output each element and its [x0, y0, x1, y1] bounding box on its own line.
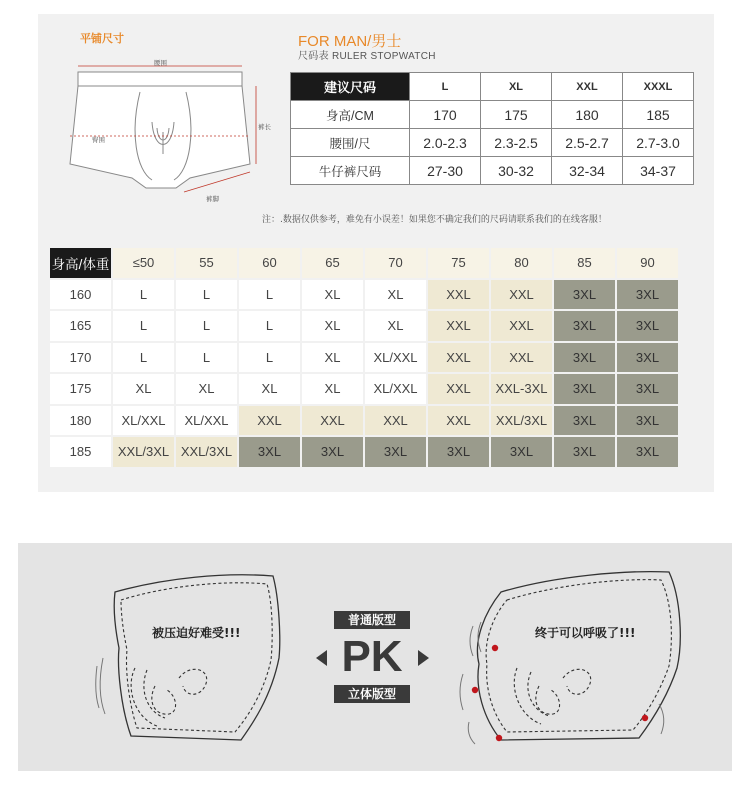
- size-cell: XXL: [239, 406, 300, 436]
- size-col-xl: XL: [481, 73, 552, 101]
- length-label: 裤长: [258, 123, 271, 131]
- size-cell: 3XL: [554, 280, 615, 310]
- weight-header: 85: [554, 248, 615, 278]
- size-table: [290, 72, 694, 185]
- pk-text: PK: [341, 632, 403, 681]
- table-cell: 2.3-2.5: [481, 129, 552, 157]
- size-cell: XL: [302, 374, 363, 404]
- table-row: [291, 157, 694, 185]
- size-cell: XXL-3XL: [491, 374, 552, 404]
- 3d-fit-label: 立体版型: [334, 685, 410, 703]
- table-row: [50, 406, 678, 436]
- size-cell: L: [176, 311, 237, 341]
- size-cell: 3XL: [617, 406, 678, 436]
- size-cell: 3XL: [554, 311, 615, 341]
- size-cell: L: [176, 280, 237, 310]
- table-row: [291, 129, 694, 157]
- size-cell: 3XL: [617, 437, 678, 467]
- table-cell: 2.7-3.0: [623, 129, 694, 157]
- size-cell: XXL: [428, 311, 489, 341]
- size-cell: XXL: [302, 406, 363, 436]
- table-row: [291, 101, 694, 129]
- size-cell: 3XL: [554, 343, 615, 373]
- leg-label: 裤脚: [206, 195, 219, 203]
- row-label: 牛仔裤尺码: [291, 157, 410, 185]
- size-note: 注：.数据仅供参考，难免有小误差！如果您不确定我们的尺码请联系我们的在线客服！: [262, 215, 607, 225]
- grid-corner-label: 身高/体重: [50, 248, 111, 278]
- size-cell: XL/XXL: [176, 406, 237, 436]
- height-label: 175: [50, 374, 111, 404]
- size-cell: XL: [113, 374, 174, 404]
- size-cell: 3XL: [491, 437, 552, 467]
- grid-header-row: [50, 248, 678, 278]
- size-cell: XL: [365, 311, 426, 341]
- waist-label: 腰围: [154, 59, 167, 67]
- height-label: 185: [50, 437, 111, 467]
- brand-title: FOR MAN/男士: [298, 33, 402, 50]
- weight-header: 90: [617, 248, 678, 278]
- table-row: [50, 343, 678, 373]
- size-cell: XXL: [428, 406, 489, 436]
- size-cell: XXL: [428, 280, 489, 310]
- arrow-left-icon: [316, 650, 327, 666]
- table-cell: 2.0-2.3: [410, 129, 481, 157]
- underwear-diagram: [60, 52, 290, 202]
- row-label: 身高/CM: [291, 101, 410, 129]
- size-col-xxl: XXL: [552, 73, 623, 101]
- size-cell: 3XL: [617, 280, 678, 310]
- size-cell: L: [176, 343, 237, 373]
- size-cell: 3XL: [554, 437, 615, 467]
- row-label: 腰围/尺: [291, 129, 410, 157]
- table-cell: 27-30: [410, 157, 481, 185]
- size-cell: L: [113, 280, 174, 310]
- flat-size-title: 平铺尺寸: [80, 32, 124, 45]
- arrow-right-icon: [418, 650, 429, 666]
- table-cell: 32-34: [552, 157, 623, 185]
- normal-fit-label: 普通版型: [334, 611, 410, 629]
- weight-header: 60: [239, 248, 300, 278]
- size-cell: 3XL: [554, 406, 615, 436]
- size-cell: XL: [176, 374, 237, 404]
- size-table-header-label: 建议尺码: [291, 73, 410, 101]
- weight-header: 75: [428, 248, 489, 278]
- table-cell: 185: [623, 101, 694, 129]
- table-cell: 175: [481, 101, 552, 129]
- table-cell: 180: [552, 101, 623, 129]
- hip-label: 臀围: [92, 136, 105, 144]
- size-cell: 3XL: [428, 437, 489, 467]
- height-label: 160: [50, 280, 111, 310]
- size-col-xxxl: XXXL: [623, 73, 694, 101]
- size-cell: XL: [302, 343, 363, 373]
- size-cell: XXL: [491, 280, 552, 310]
- size-cell: XXL: [428, 374, 489, 404]
- size-cell: XXL: [365, 406, 426, 436]
- table-row: [50, 311, 678, 341]
- normal-fit-illustration: [95, 558, 295, 758]
- size-cell: 3XL: [617, 374, 678, 404]
- weight-header: 70: [365, 248, 426, 278]
- size-cell: L: [239, 280, 300, 310]
- 3d-fit-illustration: [455, 558, 705, 758]
- size-cell: XXL: [491, 343, 552, 373]
- size-cell: XL: [302, 311, 363, 341]
- size-cell: XXL/3XL: [176, 437, 237, 467]
- table-cell: 30-32: [481, 157, 552, 185]
- size-cell: L: [113, 311, 174, 341]
- left-caption: 被压迫好难受!!!: [152, 626, 241, 640]
- table-row: [50, 280, 678, 310]
- height-label: 180: [50, 406, 111, 436]
- size-cell: XL: [302, 280, 363, 310]
- size-col-l: L: [410, 73, 481, 101]
- table-cell: 170: [410, 101, 481, 129]
- size-cell: 3XL: [554, 374, 615, 404]
- table-cell: 2.5-2.7: [552, 129, 623, 157]
- size-cell: XL: [365, 280, 426, 310]
- size-cell: XXL/3XL: [113, 437, 174, 467]
- table-cell: 34-37: [623, 157, 694, 185]
- size-cell: 3XL: [617, 311, 678, 341]
- size-cell: XL/XXL: [365, 374, 426, 404]
- size-cell: XL: [239, 374, 300, 404]
- height-label: 170: [50, 343, 111, 373]
- size-cell: L: [239, 343, 300, 373]
- size-cell: XL/XXL: [113, 406, 174, 436]
- size-cell: XXL/3XL: [491, 406, 552, 436]
- weight-header: 80: [491, 248, 552, 278]
- weight-header: 65: [302, 248, 363, 278]
- size-cell: XXL: [491, 311, 552, 341]
- table-row: [50, 437, 678, 467]
- size-cell: 3XL: [302, 437, 363, 467]
- size-cell: XXL: [428, 343, 489, 373]
- size-cell: L: [113, 343, 174, 373]
- table-row: [50, 374, 678, 404]
- size-cell: 3XL: [617, 343, 678, 373]
- height-label: 165: [50, 311, 111, 341]
- brand-subtitle: 尺码表 RULER STOPWATCH: [298, 51, 436, 62]
- size-cell: XL/XXL: [365, 343, 426, 373]
- size-cell: 3XL: [239, 437, 300, 467]
- size-cell: 3XL: [365, 437, 426, 467]
- weight-height-grid: [48, 246, 680, 469]
- right-caption: 终于可以呼吸了!!!: [535, 626, 636, 640]
- weight-header: 55: [176, 248, 237, 278]
- weight-header: ≤50: [113, 248, 174, 278]
- size-cell: L: [239, 311, 300, 341]
